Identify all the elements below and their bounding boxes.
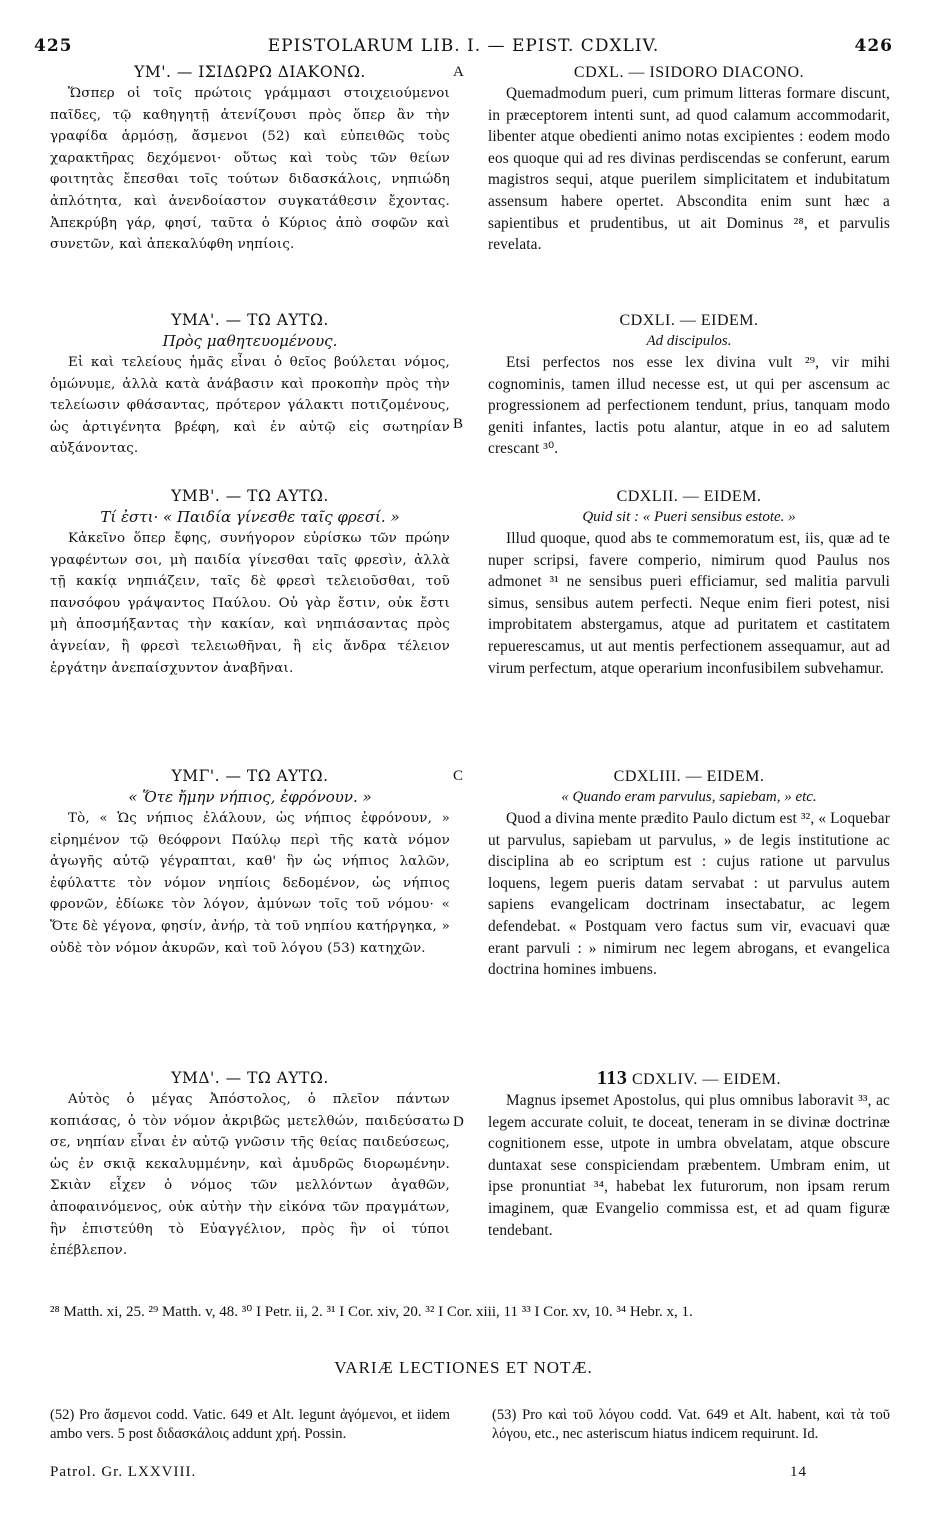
margin-letter-d: D (453, 1114, 464, 1130)
note-53: (53) Pro καὶ τοῦ λόγου codd. Vat. 649 et Alt. habent, καὶ τὰ τοῦ λόγου, etc., nec asteriscum hiatus indicem requirunt. Id. (492, 1407, 890, 1442)
letter-heading: CDXLIII. — EIDEM. (613, 768, 765, 785)
letter-heading: ΥΜΒ'. — ΤΩ ΑΥΤΩ. (171, 487, 329, 505)
margin-letter-c: C (453, 768, 464, 784)
greek-letter-443 (50, 766, 450, 959)
letter-heading-text: CDXLIV. — EIDEM. (631, 1071, 781, 1088)
letter-text: Quemadmodum pueri, cum primum litteras formare discunt, in præceptorem intenti sunt, ad quod calamum accommodarit, libenter atque obedienti animo notas excipientes : eodem modo eos quoque qui ad res divinas perdiscendas se conferunt, earum magistros sequi, atque puerilem simplicitatem et indubitatum assensum habere opertet. Absconditа enim sunt hæc a sapientibus et prudentibus, ut ait Dominus ²⁸, et parvulis revelata. (488, 85, 890, 254)
column-number: 113 (597, 1067, 628, 1089)
letter-heading: ΥΜ'. — ΙΣΙΔΩΡΩ ΔΙΑΚΟΝΩ. (134, 63, 366, 81)
letter-subtitle: Ad discipulos. (646, 333, 732, 349)
letter-heading: ΥΜΔ'. — ΤΩ ΑΥΤΩ. (171, 1069, 329, 1087)
letter-text: Αὐτὸς ὁ μέγας Ἀπόστολος, ὁ πλεῖον πάντων κοπιάσας, ὁ τὸν νόμον ἀκριβῶς μετελθών, παιδεύσατω σε, νηπίαν εἶναι ἐν αὐτῷ γνῶσιν τῆς θείας παιδεύσεως, ὡς ἐν σκιᾷ κεκαλυμμένην, καὶ ἀμυδρῶς διορωμένην. Σκιὰν εἶχεν ὁ νόμος τῶν μελλόντων ἀγαθῶν, ἀποφαινόμενος, οὐκ αὐτὴν τὴν εἰκόνα τῶν πραγμάτων, ἣν ἐπιστεύθη τὸ Εὐαγγέλιον, πρὸς ἣν οἱ τύποι ἐπέβλεπον. (50, 1092, 450, 1259)
letter-subtitle: Quid sit : « Pueri sensibus estote. » (582, 509, 796, 525)
greek-letter-441 (50, 310, 450, 460)
margin-letter-a: A (453, 64, 464, 80)
letter-text: Εἰ καὶ τελείους ἡμᾶς εἶναι ὁ θεῖος βούλεται νόμος, ὁμώνυμε, ἀλλὰ κατὰ ἀνάβασιν καὶ προκοπὴν πρὸς τὴν τελείωσιν φθάσαντας, πρότερον γάλακτι ποτιζομένους, ὡς ἀρτιγένητα βρέφη, καὶ ἐν αὐτῷ εἰς σωτηρίαν αὐξάνοντας. (50, 355, 450, 457)
note-52: (52) Pro ἄσμενοι codd. Vatic. 649 et Alt. legunt ἀγόμενοι, et iidem ambo vers. 5 post διδασκάλοις addunt χρή. Possin. (50, 1407, 450, 1442)
latin-letter-cdxliii (488, 766, 890, 981)
letter-text: Τὸ, « Ὡς νήπιος ἐλάλουν, ὡς νήπιος ἐφρόνουν, » εἰρημένον τῷ θεόφρονι Παύλῳ περὶ τῆς κατὰ νόμον ἀγωγῆς αὐτῷ γέγραπται, καθ' ἣν ὡς νήπιος λαλῶν, ἐφύλαττε τὸν νόμον νηπίοις δεδομένον, ὡς νήπιος φρονῶν, ἐδίωκε τὸν λόγον, ἀμύνων τοῖς τοῦ νόμου· « Ὅτε δὲ γέγονα, φησίν, ἀνήρ, τὰ τοῦ νηπίου κατήργηκα, » οὐδὲ τὸν νόμον ἀκυρῶν, καὶ τοῦ λόγου (53) κατηχῶν. (50, 811, 450, 956)
letter-text: Etsi perfectos nos esse lex divina vult ²⁹, vir mihi cognominis, tamen illud necesse est, ut qui per ascensum ac progressionem ad perfectionem tendunt, prius, tanquam modo geniti infantes, lactis potu alantur, atque in eo ad salutem crescant ³⁰. (488, 354, 890, 458)
letter-text: Illud quoque, quod abs te commemoratum est, iis, quæ ad te nuper scripsi, favere comperio, nimirum quod Paulus nos admonet ³¹ ne sensibus pueri efficiamur, sed malitia parvuli simus, sensibus autem perfecti. Neque enim fieri potest, nisi improbitatem abstergamus, atque ad puritatem et castitatem repuerescamus, ut aut mentis perfectionem assequamur, aut ad virum perfectum, atque operarium inconfusibilem subvehamur. (488, 530, 890, 677)
footnotes: ²⁸ Matth. xi, 25. ²⁹ Matth. v, 48. ³⁰ I Petr. ii, 2. ³¹ I Cor. xiv, 20. ³² I Cor. xiii, 11 ³³ I Cor. xv, 10. ³⁴ Hebr. x, 1. (50, 1304, 693, 1320)
letter-text: Magnus ipsemet Apostolus, qui plus omnibus laboravit ³³, ac legem accurate coluit, te doceat, teneram in se divinæ doctrinæ cognitionem esse, utpote in umbra obvelatam, atque obscure duntaxat sese conspiciendam præbentem. Umbram enim, ut ipse pronuntiat ³⁴, habebat lex futurorum, non ipsam rerum imaginem, quæ Evangelio commissa est, et ad quam figuræ tendebant. (488, 1092, 890, 1239)
letter-heading: ΥΜΓ'. — ΤΩ ΑΥΤΩ. (171, 767, 329, 785)
page-number-left: 425 (34, 36, 73, 56)
letter-heading: CDXLII. — EIDEM. (616, 488, 762, 505)
footer-signature: 14 (790, 1464, 807, 1480)
greek-letter-442 (50, 486, 450, 679)
running-title: EPISTOLARUM LIB. I. — EPIST. CDXLIV. (267, 36, 660, 56)
letter-heading: CDXL. — ISIDORO DIACONO. (573, 64, 805, 81)
running-header (34, 36, 893, 58)
greek-letter-440 (50, 62, 450, 256)
letter-subtitle: « Quando eram parvulus, sapiebam, » etc. (561, 789, 817, 805)
latin-letter-cdxliv (488, 1068, 890, 1241)
latin-letter-cdxli (488, 310, 890, 460)
notes-heading: VARIÆ LECTIONES ET NOTÆ. (334, 1358, 593, 1377)
letter-heading: ΥΜΑ'. — ΤΩ ΑΥΤΩ. (171, 311, 329, 329)
latin-letter-cdxl (488, 62, 890, 256)
page-number-right: 426 (854, 36, 893, 56)
letter-heading (488, 1068, 890, 1090)
greek-letter-444 (50, 1068, 450, 1262)
footer-volume: Patrol. Gr. LXXVIII. (50, 1464, 197, 1480)
page-footer (50, 1464, 807, 1486)
letter-subtitle: « Ὅτε ἤμην νήπιος, ἐφρόνουν. » (128, 788, 372, 806)
letter-text: Κἀκεῖνο ὅπερ ἔφης, συνήγορον εὑρίσκω τῶν πρώην γραφέντων σοι, μὴ παιδία γίνεσθαι ταῖς φρεσὶν, ἀλλὰ τῇ κακίᾳ νηπιάζειν, ταῖς δὲ φρεσὶ τελειοῦσθαι, τοῦ πανσόφου γράψαντος Παύλου. Οὐ γὰρ ἔστιν, οὐκ ἔστι μὴ ἀποσμήξαντας τὴν κακίαν, καὶ νηπιάσαντας πρὸς ἁγνείαν, ἢ φρεσὶ τελειωθῆναι, ἢ εἰς ἄνδρα τέλειον ἐργάτην ἀνεπαίσχυντον ἀναβῆναι. (50, 531, 450, 676)
letter-text: Ὥσπερ οἱ τοῖς πρώτοις γράμμασι στοιχειούμενοι παῖδες, τῷ καθηγητῇ ἀτενίζουσι πρὸς ὅπερ ἂν τὴν γραφίδα ἁρμόσῃ, ἄσμενοι (52) καὶ εὐπειθῶς τοὺς χαρακτῆρας δεχόμενοι· οὕτως καὶ τοὺς τῶν θείων φοιτητὰς ἔπεσθαι τοῖς τούτων διδασκάλοις, νηπιώδη ἁπλότητα, καὶ ἀνενδοίαστον συγκατάθεσιν ἔχοντας. Ἀπεκρύβη γάρ, φησί, ταῦτα ὁ Κύριος ἀπὸ σοφῶν καὶ συνετῶν, καὶ ἀπεκαλύφθη νηπίοις. (50, 86, 450, 253)
letter-subtitle: Πρὸς μαθητευομένους. (162, 332, 338, 350)
margin-letter-b: B (453, 416, 464, 432)
letter-text: Quod a divina mente prædito Paulo dictum est ³², « Loquebar ut parvulus, sapiebam ut parvulus, » de legis institutione ac disciplina ab eo scriptum est : cujus ratione ut parvulus loquens, legem pueris datam servabat : ut parvulus autem sapiens evangelicam doctrinam insectabatur, ac legem defendebat. « Postquam vero factus sum vir, evacuavi quæ erant parvuli : » nimirum nec legem abrogans, et evangelica doctrina homines imbuens. (488, 810, 890, 979)
letter-subtitle: Τί ἐστι· « Παιδία γίνεσθε ταῖς φρεσί. » (100, 508, 400, 526)
latin-letter-cdxlii (488, 486, 890, 679)
letter-heading: CDXLI. — EIDEM. (619, 312, 759, 329)
